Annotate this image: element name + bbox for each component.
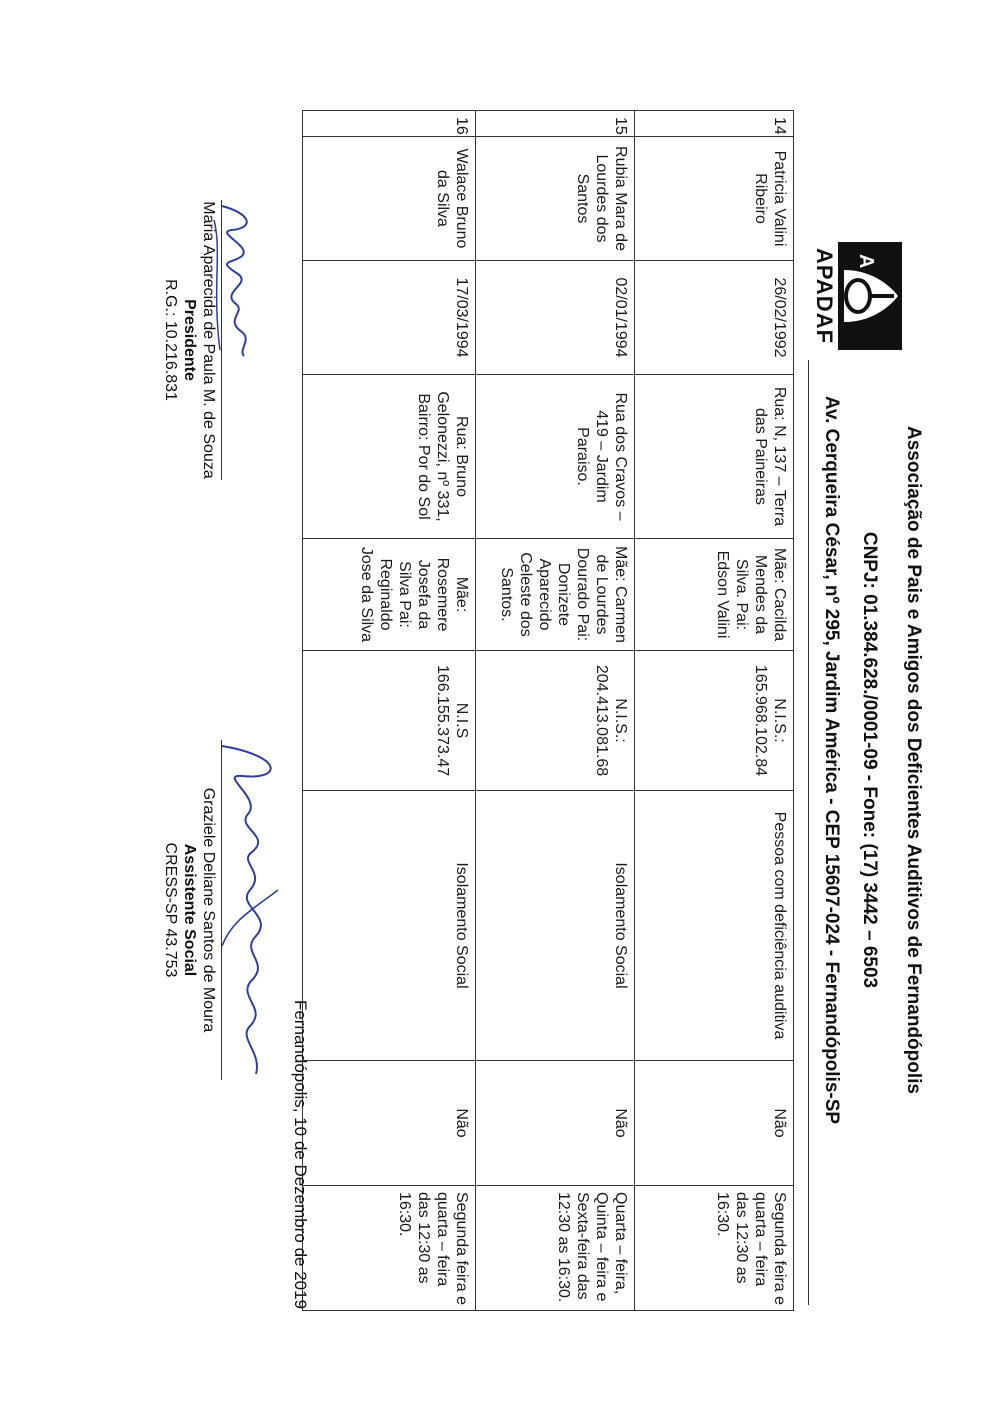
birth-date: 26/02/1992 — [635, 261, 794, 375]
signer-name: Graziele Deliane Santos de Moura — [200, 787, 217, 1033]
person-name: Walace Bruno da Silva — [303, 137, 476, 261]
president-signature-block — [161, 200, 222, 480]
cnpj-phone-line: CNPJ: 01.384.628./0001-09 - Fone: (17) 3442 – 6503 — [859, 531, 880, 989]
schedule: Quarta – feira, Quinta – feira e Sexta-feira das 12:30 as 16:30. — [476, 1186, 635, 1311]
signer-id: CRESS-SP 43.753 — [162, 842, 179, 978]
flag: Não — [635, 1061, 794, 1186]
flag: Não — [303, 1061, 476, 1186]
social-worker-signature-block — [161, 740, 222, 1080]
address: Rua dos Cravos – 419 – Jardim Paraiso. — [476, 375, 635, 539]
nis-number: N.I.S.: 204.413.081.68 — [476, 651, 635, 791]
condition: Pessoa com deficiência auditiva — [635, 791, 794, 1061]
place-and-date: Fernandópolis, 10 de Dezembro de 2019 — [291, 1000, 310, 1310]
birth-date: 02/01/1994 — [476, 261, 635, 375]
header-divider — [808, 360, 809, 1305]
address: Rua: Bruno Gelonezzi, nº 331, Bairro: Por do Sol — [303, 375, 476, 539]
person-name: Patricia Valini Ribeiro — [635, 137, 794, 261]
svg-text:A: A — [855, 254, 877, 269]
flag: Não — [476, 1061, 635, 1186]
signer-role: Presidente — [181, 299, 198, 381]
nis-number: N.I.S 166.155.373.47 — [303, 651, 476, 791]
table-row — [303, 111, 476, 1311]
signer-role: Assistente Social — [181, 843, 198, 977]
organization-name: Associação de Pais e Amigos dos Deficientes Auditivos de Fernandópolis — [903, 426, 924, 1094]
condition: Isolamento Social — [476, 791, 635, 1061]
birth-date: 17/03/1994 — [303, 261, 476, 375]
parents: Mãe: Rosemere Josefa da Silva Pai: Reginaldo Jose da Silva — [303, 539, 476, 651]
row-number: 15 — [476, 111, 635, 137]
person-name: Rubia Mara de Lourdes dos Santos — [476, 137, 635, 261]
condition: Isolamento Social — [303, 791, 476, 1061]
address-line: Av. Cerqueira César, nº 295, Jardim América - CEP 15607-024 - Fernandópolis-SP — [821, 395, 842, 1125]
signature-line — [221, 740, 222, 1080]
parents: Mãe: Carmen de Lourdes Dourado Pai: Donizete Aparecido Celeste dos Santos. — [476, 539, 635, 651]
table-row — [635, 111, 794, 1311]
row-number: 14 — [635, 111, 794, 137]
logo-wordmark: APADAF — [812, 247, 837, 345]
signer-id: R.G.: 10.216.831 — [162, 279, 179, 401]
row-number: 16 — [303, 111, 476, 137]
schedule: Segunda feira e quarta – feira das 12:30 as 16:30. — [635, 1186, 794, 1311]
signature-line — [221, 200, 222, 480]
beneficiary-table — [302, 110, 794, 1311]
signer-name: Maria Aparecida de Paula M. de Souza — [200, 201, 217, 479]
address: Rua: N, 137 – Terra das Paineiras — [635, 375, 794, 539]
table-row — [476, 111, 635, 1311]
schedule: Segunda feira e quarta – feira das 12:30 as 16:30. — [303, 1186, 476, 1311]
parents: Mãe: Cacilda Mendes da Silva. Pai: Edson Valini — [635, 539, 794, 651]
nis-number: N.I.S.: 165.968.102.84 — [635, 651, 794, 791]
